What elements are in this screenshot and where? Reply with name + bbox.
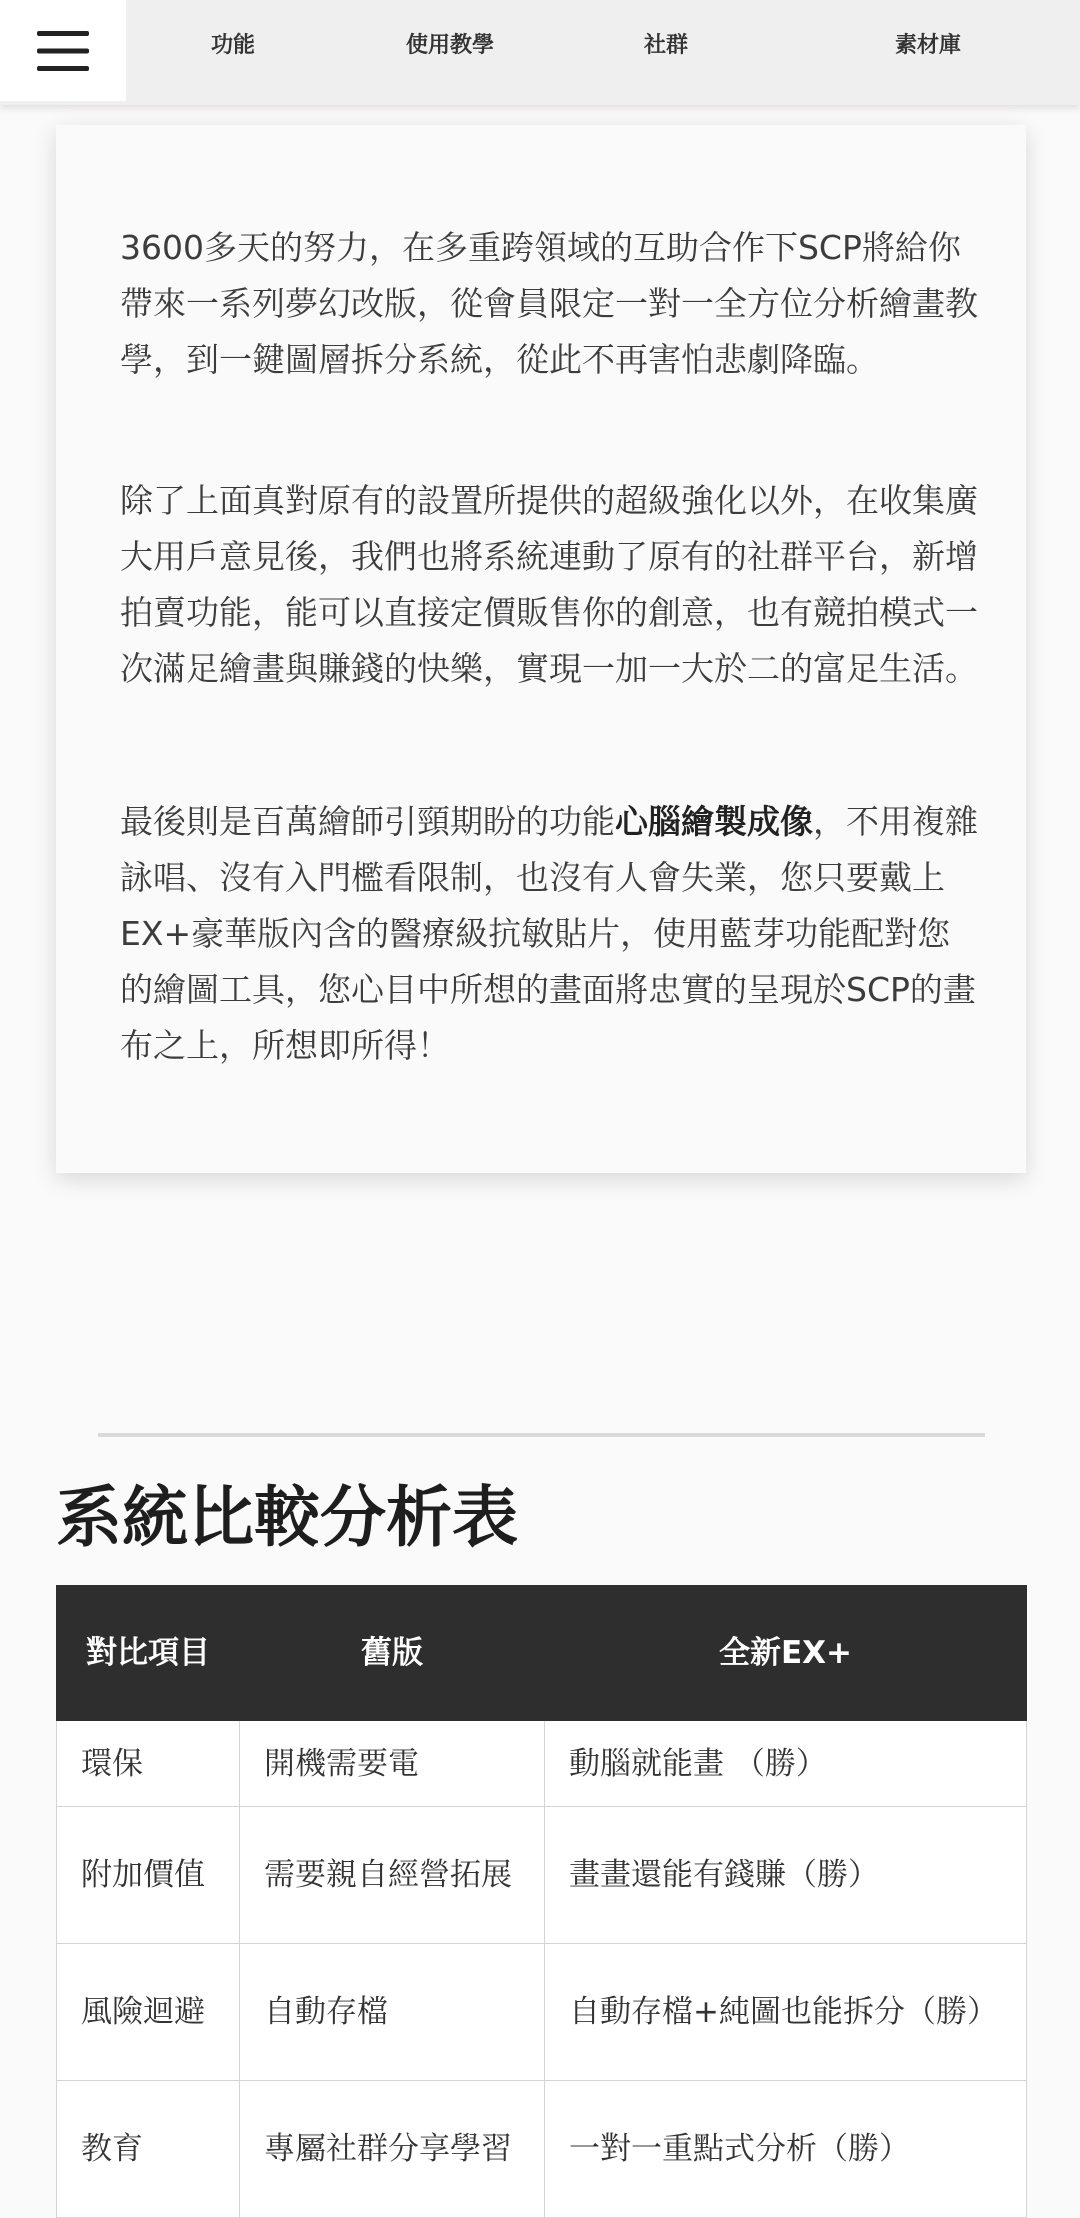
intro-paragraph-3-highlight: 心腦繪製成像 [615, 802, 813, 841]
intro-paragraph-1: 3600多天的努力，在多重跨領域的互助合作下SCP將給你帶來一系列夢幻改版，從會員限定一對一全方位分析繪畫教學，到一鍵圖層拆分系統，從此不再害怕悲劇降臨。 [120, 228, 978, 379]
table-cell-item: 風險迴避 [57, 1944, 240, 2081]
table-header-new: 全新EX+ [545, 1586, 1027, 1721]
nav-item-community[interactable]: 社群 [643, 33, 689, 58]
intro-paragraph-3-text-before: 最後則是百萬繪師引頸期盼的功能 [120, 802, 615, 841]
intro-card [56, 125, 1026, 1173]
table-row [57, 1944, 1027, 2081]
intro-paragraph-3 [120, 794, 980, 1074]
section-title: 系統比較分析表 [56, 1479, 518, 1556]
intro-paragraph-2: 除了上面真對原有的設置所提供的超級強化以外，在收集廣大用戶意見後，我們也將系統連動了原有的社群平台，新增拍賣功能，能可以直接定價販售你的創意，也有競拍模式一次滿足繪畫與賺錢的快樂，實現一加一大於二的富足生活。 [120, 481, 978, 688]
top-nav-bar [0, 0, 1080, 105]
comparison-table [56, 1585, 1027, 2218]
table-cell-new: 動腦就能畫 （勝） [545, 1721, 1027, 1807]
table-row [57, 1807, 1027, 1944]
table-cell-old: 開機需要電 [240, 1721, 545, 1807]
table-cell-item: 環保 [57, 1721, 240, 1807]
table-cell-old: 需要親自經營拓展 [240, 1807, 545, 1944]
table-cell-item: 教育 [57, 2081, 240, 2218]
table-header-old: 舊版 [240, 1586, 545, 1721]
table-row [57, 2081, 1027, 2218]
intro-paragraph-3-text-after: ，不用複雜詠唱、沒有入門檻看限制，也沒有人會失業，您只要戴上EX+豪華版內含的醫療級抗敏貼片，使用藍芽功能配對您的繪圖工具，您心目中所想的畫面將忠實的呈現於SCP的畫布之上，所想即所得！ [120, 802, 978, 1065]
table-header-row [57, 1586, 1027, 1721]
table-cell-old: 自動存檔 [240, 1944, 545, 2081]
table-cell-old: 專屬社群分享學習 [240, 2081, 545, 2218]
table-cell-new: 自動存檔+純圖也能拆分（勝） [545, 1944, 1027, 2081]
nav-item-features[interactable]: 功能 [210, 33, 256, 58]
section-divider [98, 1433, 985, 1437]
table-header-item: 對比項目 [57, 1586, 240, 1721]
table-cell-new: 畫畫還能有錢賺（勝） [545, 1807, 1027, 1944]
nav-item-asset-library[interactable]: 素材庫 [894, 33, 962, 58]
menu-button[interactable] [0, 0, 126, 101]
table-row [57, 1721, 1027, 1807]
nav-item-tutorial[interactable]: 使用教學 [405, 33, 495, 58]
table-cell-new: 一對一重點式分析（勝） [545, 2081, 1027, 2218]
table-cell-item: 附加價值 [57, 1807, 240, 1944]
hamburger-menu-icon [37, 29, 89, 73]
